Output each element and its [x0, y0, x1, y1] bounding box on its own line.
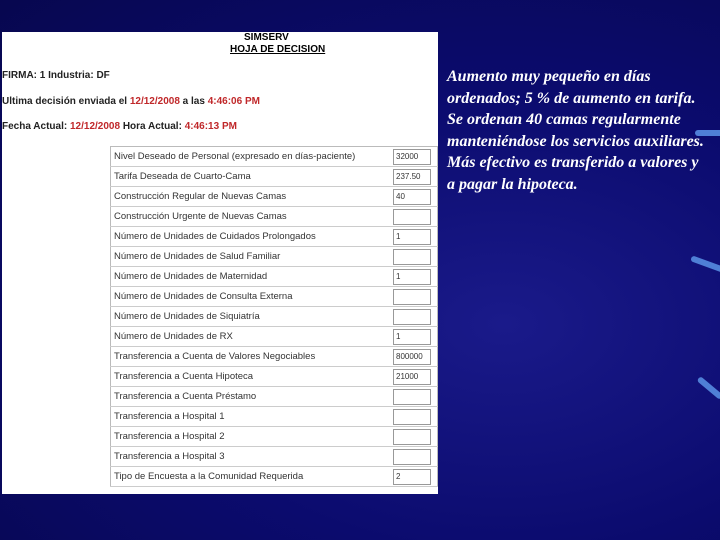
value-input[interactable] [393, 249, 431, 265]
table-row [111, 427, 438, 447]
value-input[interactable] [393, 449, 431, 465]
row-label: Número de Unidades de Cuidados Prolongados [111, 227, 394, 247]
value-cell [393, 367, 438, 387]
row-label: Construcción Urgente de Nuevas Camas [111, 207, 394, 227]
last-decision-label: Ultima decisión enviada el [2, 96, 128, 107]
row-label: Construcción Regular de Nuevas Camas [111, 187, 394, 207]
value-input[interactable]: 800000 [393, 349, 431, 365]
value-input[interactable] [393, 209, 431, 225]
value-cell [393, 427, 438, 447]
value-cell [393, 287, 438, 307]
table-row [111, 307, 438, 327]
value-input[interactable]: 32000 [393, 149, 431, 165]
current-time: 4:46:13 PM [184, 121, 237, 132]
value-cell [393, 447, 438, 467]
table-row [111, 327, 438, 347]
row-label: Transferencia a Hospital 2 [111, 427, 394, 447]
value-cell [393, 207, 438, 227]
row-label: Nivel Deseado de Personal (expresado en días-paciente) [111, 147, 394, 167]
table-row [111, 247, 438, 267]
current-date-label: Fecha Actual: [2, 121, 68, 132]
value-input[interactable] [393, 309, 431, 325]
value-cell [393, 467, 438, 487]
value-cell [393, 147, 438, 167]
value-input[interactable]: 21000 [393, 369, 431, 385]
slide-note: Aumento muy pequeño en días ordenados; 5 % de aumento en tarifa. Se ordenan 40 camas regularmente manteniéndose los servicios auxiliares. Más efectivo es transferido a valores y a pagar la hipoteca. [447, 68, 704, 193]
value-input[interactable]: 1 [393, 329, 431, 345]
last-decision-date: 12/12/2008 [129, 96, 180, 107]
table-row [111, 447, 438, 467]
table-row [111, 167, 438, 187]
last-decision-time: 4:46:06 PM [207, 96, 260, 107]
row-label: Transferencia a Cuenta Préstamo [111, 387, 394, 407]
table-row [111, 367, 438, 387]
value-input[interactable]: 2 [393, 469, 431, 485]
decision-table [110, 146, 438, 487]
table-row [111, 147, 438, 167]
value-cell [393, 387, 438, 407]
current-date-info [2, 121, 237, 132]
decision-sheet-panel [2, 32, 438, 494]
row-label: Número de Unidades de Maternidad [111, 267, 394, 287]
value-input[interactable] [393, 409, 431, 425]
last-decision-info [2, 96, 260, 107]
row-label: Tarifa Deseada de Cuarto-Cama [111, 167, 394, 187]
value-input[interactable] [393, 389, 431, 405]
table-row [111, 287, 438, 307]
value-cell [393, 327, 438, 347]
row-label: Transferencia a Hospital 1 [111, 407, 394, 427]
value-cell [393, 187, 438, 207]
row-label: Transferencia a Hospital 3 [111, 447, 394, 467]
table-row [111, 347, 438, 367]
value-cell [393, 247, 438, 267]
value-cell [393, 267, 438, 287]
app-title: SIMSERV [244, 32, 289, 43]
value-input[interactable]: 40 [393, 189, 431, 205]
last-decision-mid: a las [182, 96, 205, 107]
value-input[interactable]: 237.50 [393, 169, 431, 185]
value-cell [393, 307, 438, 327]
value-cell [393, 167, 438, 187]
row-label: Tipo de Encuesta a la Comunidad Requerida [111, 467, 394, 487]
firm-info: FIRMA: 1 Industria: DF [2, 70, 110, 81]
row-label: Transferencia a Cuenta de Valores Negociables [111, 347, 394, 367]
row-label: Número de Unidades de RX [111, 327, 394, 347]
row-label: Número de Unidades de Consulta Externa [111, 287, 394, 307]
table-row [111, 227, 438, 247]
value-input[interactable] [393, 429, 431, 445]
value-cell [393, 347, 438, 367]
table-row [111, 267, 438, 287]
table-row [111, 207, 438, 227]
sheet-title: HOJA DE DECISION [230, 44, 326, 55]
table-row [111, 407, 438, 427]
current-time-label: Hora Actual: [122, 121, 182, 132]
row-label: Número de Unidades de Salud Familiar [111, 247, 394, 267]
value-cell [393, 227, 438, 247]
row-label: Número de Unidades de Siquiatría [111, 307, 394, 327]
row-label: Transferencia a Cuenta Hipoteca [111, 367, 394, 387]
table-row [111, 467, 438, 487]
table-row [111, 187, 438, 207]
value-cell [393, 407, 438, 427]
value-input[interactable]: 1 [393, 269, 431, 285]
current-date: 12/12/2008 [69, 121, 121, 132]
value-input[interactable] [393, 289, 431, 305]
value-input[interactable]: 1 [393, 229, 431, 245]
table-row [111, 387, 438, 407]
